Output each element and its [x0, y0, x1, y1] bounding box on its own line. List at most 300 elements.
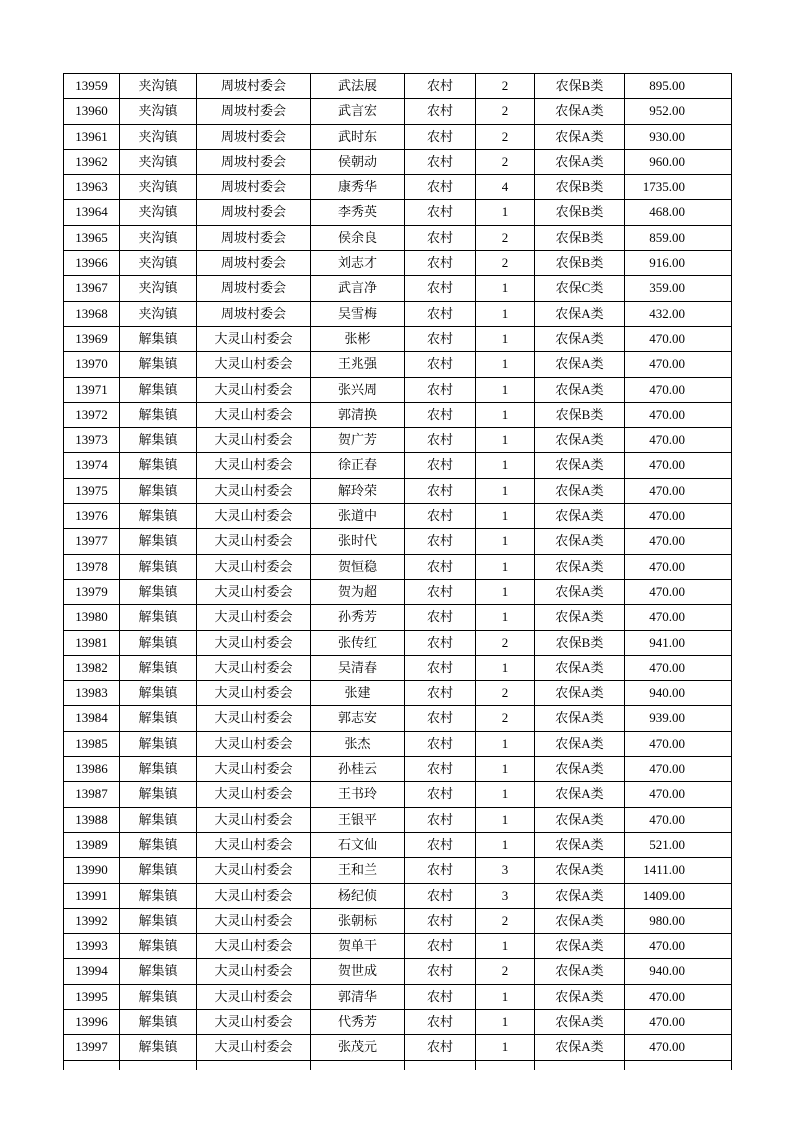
cell-id: 13968 [64, 301, 120, 326]
cell-name: 王书玲 [311, 782, 405, 807]
cell-count: 1 [476, 1009, 535, 1034]
cell-amount: 939.00 [625, 706, 732, 731]
cell-amount: 470.00 [625, 934, 732, 959]
cell-count: 2 [476, 706, 535, 731]
cell-id: 13987 [64, 782, 120, 807]
cell-category: 农保C类 [535, 276, 625, 301]
cell-id: 13977 [64, 529, 120, 554]
cell-town: 解集镇 [120, 326, 197, 351]
cell-name: 李秀英 [311, 200, 405, 225]
cell-town: 夹沟镇 [120, 175, 197, 200]
cell-name: 张杰 [311, 731, 405, 756]
cell-count: 1 [476, 529, 535, 554]
cell-town: 解集镇 [120, 478, 197, 503]
cell-village: 大灵山村委会 [197, 908, 311, 933]
cell-village: 大灵山村委会 [197, 655, 311, 680]
cell-category: 农保A类 [535, 782, 625, 807]
cell-name: 贺世成 [311, 959, 405, 984]
cell-village: 大灵山村委会 [197, 630, 311, 655]
table-row [64, 402, 732, 427]
cell-name: 侯朝动 [311, 149, 405, 174]
cell-count: 1 [476, 301, 535, 326]
cell-name: 王兆强 [311, 352, 405, 377]
cell-id: 13975 [64, 478, 120, 503]
cell-town: 解集镇 [120, 504, 197, 529]
cell-town: 夹沟镇 [120, 99, 197, 124]
cell-village: 大灵山村委会 [197, 782, 311, 807]
cell-count: 2 [476, 74, 535, 99]
cell-amount: 930.00 [625, 124, 732, 149]
cell-count: 2 [476, 124, 535, 149]
cell-id: 13972 [64, 402, 120, 427]
cell-name: 吴清春 [311, 655, 405, 680]
table-row [64, 326, 732, 351]
table-row [64, 959, 732, 984]
cell-residence: 农村 [405, 124, 476, 149]
cell-residence: 农村 [405, 529, 476, 554]
cell-residence: 农村 [405, 858, 476, 883]
cell-village: 大灵山村委会 [197, 453, 311, 478]
cell-count: 1 [476, 428, 535, 453]
cell-name: 解玲荣 [311, 478, 405, 503]
table-row [64, 1035, 732, 1060]
cell-amount: 432.00 [625, 301, 732, 326]
cell-residence: 农村 [405, 655, 476, 680]
cell-amount: 470.00 [625, 655, 732, 680]
cell-residence: 农村 [405, 832, 476, 857]
cell-town: 解集镇 [120, 832, 197, 857]
table-row [64, 984, 732, 1009]
cell-town: 解集镇 [120, 807, 197, 832]
cell-residence: 农村 [405, 934, 476, 959]
cell-amount: 470.00 [625, 605, 732, 630]
cell-category: 农保A类 [535, 352, 625, 377]
cell-amount: 470.00 [625, 402, 732, 427]
cell-count: 1 [476, 832, 535, 857]
cell-id: 13993 [64, 934, 120, 959]
cell-category [535, 1060, 625, 1070]
cell-count: 1 [476, 352, 535, 377]
cell-count: 2 [476, 225, 535, 250]
cell-name: 郭清换 [311, 402, 405, 427]
cell-residence: 农村 [405, 757, 476, 782]
cell-category: 农保A类 [535, 1009, 625, 1034]
cell-category: 农保A类 [535, 377, 625, 402]
cell-village: 大灵山村委会 [197, 352, 311, 377]
cell-name: 孙秀芳 [311, 605, 405, 630]
cell-id: 13967 [64, 276, 120, 301]
cell-count: 1 [476, 934, 535, 959]
cell-town: 夹沟镇 [120, 124, 197, 149]
cell-residence: 农村 [405, 276, 476, 301]
cell-town: 解集镇 [120, 934, 197, 959]
cell-category: 农保A类 [535, 428, 625, 453]
cell-town: 解集镇 [120, 630, 197, 655]
cell-count: 2 [476, 959, 535, 984]
cell-residence: 农村 [405, 453, 476, 478]
cell-id [64, 1060, 120, 1070]
cell-town: 解集镇 [120, 858, 197, 883]
cell-residence: 农村 [405, 99, 476, 124]
cell-category: 农保A类 [535, 934, 625, 959]
cell-name: 刘志才 [311, 251, 405, 276]
cell-residence: 农村 [405, 605, 476, 630]
cell-id: 13963 [64, 175, 120, 200]
table-row [64, 478, 732, 503]
cell-id: 13966 [64, 251, 120, 276]
cell-village: 周坡村委会 [197, 301, 311, 326]
cell-id: 13982 [64, 655, 120, 680]
table-row [64, 377, 732, 402]
cell-count: 3 [476, 883, 535, 908]
cell-id: 13990 [64, 858, 120, 883]
cell-category: 农保B类 [535, 630, 625, 655]
cell-name: 张茂元 [311, 1035, 405, 1060]
cell-category: 农保A类 [535, 124, 625, 149]
cell-category: 农保B类 [535, 74, 625, 99]
cell-category: 农保B类 [535, 225, 625, 250]
cell-village: 大灵山村委会 [197, 579, 311, 604]
cell-town: 解集镇 [120, 782, 197, 807]
cell-name: 武时东 [311, 124, 405, 149]
table-row-partial [64, 1060, 732, 1070]
cell-amount: 1409.00 [625, 883, 732, 908]
cell-amount: 470.00 [625, 1009, 732, 1034]
cell-village: 大灵山村委会 [197, 984, 311, 1009]
table-row [64, 579, 732, 604]
table-row [64, 908, 732, 933]
table-row [64, 504, 732, 529]
cell-category: 农保A类 [535, 959, 625, 984]
table-row [64, 630, 732, 655]
table-row [64, 858, 732, 883]
cell-town: 解集镇 [120, 1035, 197, 1060]
cell-town: 夹沟镇 [120, 200, 197, 225]
cell-residence: 农村 [405, 251, 476, 276]
cell-name: 郭志安 [311, 706, 405, 731]
cell-village: 大灵山村委会 [197, 959, 311, 984]
cell-id: 13970 [64, 352, 120, 377]
cell-category: 农保A类 [535, 858, 625, 883]
cell-category: 农保A类 [535, 706, 625, 731]
cell-amount: 470.00 [625, 377, 732, 402]
cell-name: 张道中 [311, 504, 405, 529]
cell-category: 农保A类 [535, 883, 625, 908]
cell-count: 2 [476, 99, 535, 124]
cell-amount: 980.00 [625, 908, 732, 933]
cell-village: 大灵山村委会 [197, 326, 311, 351]
cell-id: 13992 [64, 908, 120, 933]
cell-category: 农保A类 [535, 478, 625, 503]
cell-category: 农保A类 [535, 681, 625, 706]
cell-village: 大灵山村委会 [197, 377, 311, 402]
cell-town: 解集镇 [120, 352, 197, 377]
cell-village: 大灵山村委会 [197, 858, 311, 883]
cell-amount: 470.00 [625, 782, 732, 807]
cell-town: 解集镇 [120, 428, 197, 453]
cell-name: 贺广芳 [311, 428, 405, 453]
cell-name: 贺单干 [311, 934, 405, 959]
cell-category: 农保A类 [535, 529, 625, 554]
cell-name: 王和兰 [311, 858, 405, 883]
cell-count: 1 [476, 377, 535, 402]
table-row [64, 757, 732, 782]
table-row [64, 832, 732, 857]
table-row [64, 301, 732, 326]
table-row [64, 352, 732, 377]
cell-id: 13994 [64, 959, 120, 984]
cell-town: 解集镇 [120, 706, 197, 731]
cell-count: 1 [476, 402, 535, 427]
cell-town: 解集镇 [120, 605, 197, 630]
table-row [64, 251, 732, 276]
cell-amount: 470.00 [625, 807, 732, 832]
cell-category: 农保A类 [535, 326, 625, 351]
table-row [64, 605, 732, 630]
cell-town: 解集镇 [120, 908, 197, 933]
cell-name: 张建 [311, 681, 405, 706]
cell-name: 郭清华 [311, 984, 405, 1009]
cell-village: 周坡村委会 [197, 276, 311, 301]
table-row [64, 428, 732, 453]
cell-id: 13969 [64, 326, 120, 351]
cell-count: 2 [476, 251, 535, 276]
table-row [64, 554, 732, 579]
cell-town: 夹沟镇 [120, 74, 197, 99]
cell-residence: 农村 [405, 504, 476, 529]
cell-name: 代秀芳 [311, 1009, 405, 1034]
cell-town: 解集镇 [120, 757, 197, 782]
cell-residence: 农村 [405, 706, 476, 731]
cell-residence: 农村 [405, 908, 476, 933]
cell-category: 农保A类 [535, 554, 625, 579]
cell-count: 1 [476, 984, 535, 1009]
cell-village: 周坡村委会 [197, 99, 311, 124]
cell-village: 大灵山村委会 [197, 402, 311, 427]
cell-town: 解集镇 [120, 529, 197, 554]
cell-residence: 农村 [405, 1035, 476, 1060]
cell-category: 农保B类 [535, 402, 625, 427]
cell-residence: 农村 [405, 428, 476, 453]
cell-id: 13989 [64, 832, 120, 857]
cell-residence: 农村 [405, 377, 476, 402]
cell-count: 1 [476, 478, 535, 503]
cell-village: 大灵山村委会 [197, 883, 311, 908]
cell-name: 张彬 [311, 326, 405, 351]
cell-category: 农保A类 [535, 832, 625, 857]
cell-category: 农保A类 [535, 655, 625, 680]
cell-name: 孙桂云 [311, 757, 405, 782]
cell-amount: 859.00 [625, 225, 732, 250]
table-row [64, 934, 732, 959]
cell-name: 武法展 [311, 74, 405, 99]
cell-name: 贺为超 [311, 579, 405, 604]
table-row [64, 276, 732, 301]
cell-residence: 农村 [405, 630, 476, 655]
cell-id: 13971 [64, 377, 120, 402]
table-body [64, 74, 732, 1071]
cell-town: 夹沟镇 [120, 225, 197, 250]
cell-count: 3 [476, 858, 535, 883]
cell-amount: 470.00 [625, 478, 732, 503]
cell-amount: 941.00 [625, 630, 732, 655]
table-row [64, 731, 732, 756]
cell-amount: 470.00 [625, 529, 732, 554]
cell-amount: 470.00 [625, 579, 732, 604]
cell-amount: 916.00 [625, 251, 732, 276]
cell-id: 13962 [64, 149, 120, 174]
cell-id: 13980 [64, 605, 120, 630]
cell-town: 解集镇 [120, 655, 197, 680]
cell-town: 解集镇 [120, 554, 197, 579]
cell-name: 吴雪梅 [311, 301, 405, 326]
cell-town: 夹沟镇 [120, 276, 197, 301]
cell-count: 4 [476, 175, 535, 200]
cell-residence: 农村 [405, 681, 476, 706]
cell-count: 2 [476, 908, 535, 933]
cell-village: 周坡村委会 [197, 124, 311, 149]
cell-id: 13960 [64, 99, 120, 124]
cell-amount: 470.00 [625, 428, 732, 453]
cell-village: 大灵山村委会 [197, 934, 311, 959]
cell-count: 1 [476, 453, 535, 478]
cell-id: 13983 [64, 681, 120, 706]
cell-amount: 470.00 [625, 1035, 732, 1060]
table-row [64, 175, 732, 200]
cell-name: 康秀华 [311, 175, 405, 200]
cell-amount: 940.00 [625, 959, 732, 984]
cell-amount: 470.00 [625, 352, 732, 377]
cell-town: 解集镇 [120, 959, 197, 984]
cell-category: 农保B类 [535, 175, 625, 200]
cell-id: 13959 [64, 74, 120, 99]
cell-category: 农保B类 [535, 200, 625, 225]
cell-town: 解集镇 [120, 377, 197, 402]
cell-name: 王银平 [311, 807, 405, 832]
cell-village: 大灵山村委会 [197, 1035, 311, 1060]
cell-name: 张兴周 [311, 377, 405, 402]
cell-category: 农保A类 [535, 504, 625, 529]
cell-village: 大灵山村委会 [197, 478, 311, 503]
table-row [64, 124, 732, 149]
cell-amount [625, 1060, 732, 1070]
cell-id: 13961 [64, 124, 120, 149]
cell-id: 13997 [64, 1035, 120, 1060]
cell-amount: 359.00 [625, 276, 732, 301]
cell-category: 农保A类 [535, 1035, 625, 1060]
cell-village: 周坡村委会 [197, 175, 311, 200]
table-row [64, 225, 732, 250]
cell-town: 夹沟镇 [120, 251, 197, 276]
cell-count: 1 [476, 554, 535, 579]
cell-id: 13996 [64, 1009, 120, 1034]
cell-village: 大灵山村委会 [197, 504, 311, 529]
cell-town: 解集镇 [120, 731, 197, 756]
cell-village: 大灵山村委会 [197, 428, 311, 453]
cell-name: 侯余良 [311, 225, 405, 250]
table-row [64, 453, 732, 478]
cell-category: 农保A类 [535, 453, 625, 478]
cell-category: 农保A类 [535, 99, 625, 124]
cell-residence: 农村 [405, 883, 476, 908]
cell-name: 杨纪侦 [311, 883, 405, 908]
cell-category: 农保A类 [535, 984, 625, 1009]
records-table [63, 73, 732, 1070]
cell-count: 1 [476, 605, 535, 630]
cell-id: 13985 [64, 731, 120, 756]
cell-town: 解集镇 [120, 402, 197, 427]
cell-amount: 1735.00 [625, 175, 732, 200]
cell-residence: 农村 [405, 807, 476, 832]
cell-id: 13981 [64, 630, 120, 655]
cell-amount: 960.00 [625, 149, 732, 174]
cell-village: 大灵山村委会 [197, 731, 311, 756]
cell-name: 武言净 [311, 276, 405, 301]
cell-name [311, 1060, 405, 1070]
cell-name: 张传红 [311, 630, 405, 655]
table-row [64, 681, 732, 706]
cell-village [197, 1060, 311, 1070]
cell-residence [405, 1060, 476, 1070]
cell-residence: 农村 [405, 200, 476, 225]
cell-village: 周坡村委会 [197, 200, 311, 225]
table-row [64, 200, 732, 225]
cell-category: 农保A类 [535, 908, 625, 933]
cell-town: 解集镇 [120, 453, 197, 478]
cell-amount: 470.00 [625, 554, 732, 579]
table-row [64, 149, 732, 174]
cell-count: 1 [476, 782, 535, 807]
cell-residence: 农村 [405, 352, 476, 377]
cell-id: 13979 [64, 579, 120, 604]
cell-category: 农保A类 [535, 579, 625, 604]
cell-id: 13965 [64, 225, 120, 250]
cell-residence: 农村 [405, 984, 476, 1009]
table-row [64, 883, 732, 908]
cell-count: 2 [476, 149, 535, 174]
cell-residence: 农村 [405, 579, 476, 604]
cell-amount: 952.00 [625, 99, 732, 124]
cell-count: 1 [476, 757, 535, 782]
cell-id: 13964 [64, 200, 120, 225]
cell-amount: 468.00 [625, 200, 732, 225]
cell-village: 周坡村委会 [197, 74, 311, 99]
cell-amount: 470.00 [625, 326, 732, 351]
cell-count: 1 [476, 655, 535, 680]
cell-count: 2 [476, 630, 535, 655]
table-row [64, 99, 732, 124]
cell-town: 解集镇 [120, 984, 197, 1009]
cell-id: 13973 [64, 428, 120, 453]
cell-count: 1 [476, 731, 535, 756]
cell-village: 大灵山村委会 [197, 529, 311, 554]
cell-count [476, 1060, 535, 1070]
cell-village: 大灵山村委会 [197, 706, 311, 731]
cell-id: 13991 [64, 883, 120, 908]
cell-residence: 农村 [405, 175, 476, 200]
cell-count: 1 [476, 326, 535, 351]
cell-village: 大灵山村委会 [197, 605, 311, 630]
table-row [64, 1009, 732, 1034]
cell-residence: 农村 [405, 731, 476, 756]
cell-residence: 农村 [405, 402, 476, 427]
cell-category: 农保A类 [535, 757, 625, 782]
cell-residence: 农村 [405, 478, 476, 503]
cell-count: 1 [476, 807, 535, 832]
cell-id: 13986 [64, 757, 120, 782]
cell-town: 解集镇 [120, 883, 197, 908]
cell-id: 13995 [64, 984, 120, 1009]
